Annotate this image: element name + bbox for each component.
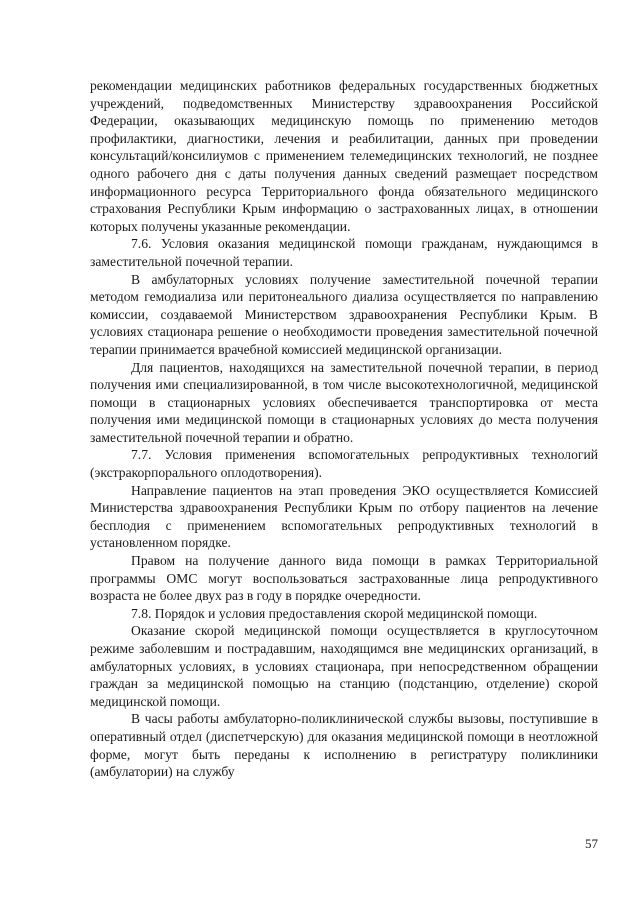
section-heading-7-6: 7.6. Условия оказания медицинской помощи гражданам, нуждающимся в заместительной почечной терапии. xyxy=(90,236,598,269)
paragraph-recommendations-continued: рекомендации медицинских работников федеральных государственных бюджетных учреждений, подведомственных Министерству здравоохранения Российской Федерации, оказывающих медицинскую помощь по применению методов профилактики, диагностики, лечения и реабилитации, данных при проведении консультаций/консилиумов с применением телемедицинских технологий, не позднее одного рабочего дня с даты получения данных сведений размещает посредством информационного ресурса Территориального фонда обязательного медицинского страхования Республики Крым информацию о застрахованных лицах, в отношении которых получены указанные рекомендации. xyxy=(90,78,598,234)
paragraph-call-transfer: В часы работы амбулаторно-поликлинической службы вызовы, поступившие в оперативный отдел (диспетчерскую) для оказания медицинской помощи в неотложной форме, могут быть переданы к исполнению в регистратуру поликлиники (амбулатории) на службу xyxy=(90,711,598,780)
paragraph-outpatient-dialysis: В амбулаторных условиях получение заместительной почечной терапии методом гемодиализа или перитонеального диализа осуществляется по направлению комиссии, создаваемой Министерством здравоохранения Республики Крым. В условиях стационара решение о необходимости проведения заместительной почечной терапии принимается врачебной комиссией медицинской организации. xyxy=(90,271,598,357)
paragraph-emergency-care: Оказание скорой медицинской помощи осуществляется в круглосуточном режиме заболевшим и пострадавшим, находящимся вне медицинских организаций, в амбулаторных условиях, в условиях стационара, при непосредственном обращении граждан за медицинской помощью на станцию (подстанцию, отделение) скорой медицинской помощи. xyxy=(90,623,598,709)
body-text xyxy=(90,77,598,781)
section-heading-7-7: 7.7. Условия применения вспомогательных репродуктивных технологий (экстракорпорального оплодотворения). xyxy=(90,447,598,481)
paragraph-eco-eligibility: Правом на получение данного вида помощи в рамках Территориальной программы ОМС могут воспользоваться застрахованные лица репродуктивного возраста не более двух раз в году в порядке очередности. xyxy=(90,553,598,604)
page-number: 57 xyxy=(585,836,598,851)
paragraph-eco-referral: Направление пациентов на этап проведения ЭКО осуществляется Комиссией Министерства здравоохранения Республики Крым по отбору пациентов на лечение бесплодия с применением вспомогательных репродуктивных технологий в установленном порядке. xyxy=(90,482,598,551)
paragraph-dialysis-transport: Для пациентов, находящихся на заместительной почечной терапии, в период получения ими специализированной, в том числе высокотехнологичной, медицинской помощи в стационарных условиях обеспечивается транспортировка от места получения ими медицинской помощи в стационарных условиях до места получения заместительной почечной терапии и обратно. xyxy=(90,359,598,445)
section-heading-7-8: 7.8. Порядок и условия предоставления скорой медицинской помощи. xyxy=(131,605,538,621)
